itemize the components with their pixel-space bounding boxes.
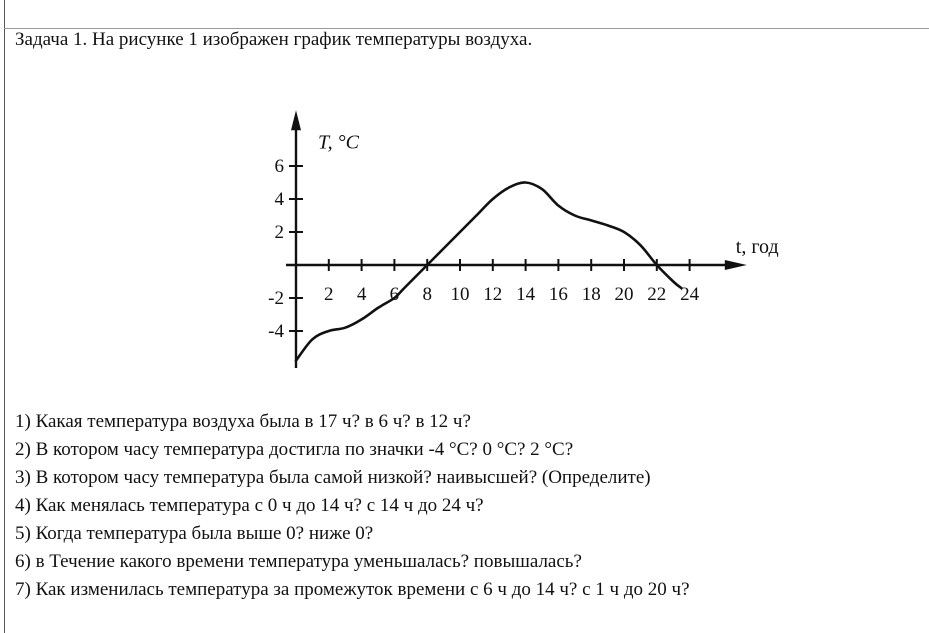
x-tick-label-12: 12 — [483, 284, 503, 305]
task-title: Задача 1. На рисунке 1 изображен график температуры воздуха. — [15, 29, 533, 50]
x-tick-label-24: 24 — [680, 284, 700, 305]
question-5: 5) Когда температура была выше 0? ниже 0? — [15, 523, 374, 544]
x-tick-label-14: 14 — [516, 284, 536, 305]
y-tick-label--4: -4 — [268, 321, 284, 342]
x-axis-label: t, год — [735, 236, 779, 258]
chart-ticks — [289, 166, 690, 331]
y-tick-label-2: 2 — [274, 222, 284, 243]
chart-tick-labels — [268, 156, 699, 342]
question-3: 3) В котором часу температура была самой низкой? наивысшей? (Определите) — [15, 467, 651, 488]
y-axis-label: T, °C — [318, 131, 359, 154]
x-axis-arrow — [725, 260, 747, 270]
question-4: 4) Как менялась температура с 0 ч до 14 ч? с 14 ч до 24 ч? — [15, 495, 484, 516]
x-tick-label-16: 16 — [548, 284, 568, 305]
x-tick-label-6: 6 — [389, 284, 400, 305]
y-tick-label--2: -2 — [268, 288, 284, 309]
question-2: 2) В котором часу температура достигла по значки -4 °С? 0 °С? 2 °С? — [15, 439, 574, 460]
x-tick-label-20: 20 — [614, 284, 634, 305]
x-tick-label-2: 2 — [324, 284, 334, 305]
y-tick-label-6: 6 — [274, 156, 284, 177]
question-list — [15, 408, 690, 604]
y-tick-label-4: 4 — [274, 189, 284, 210]
x-tick-label-4: 4 — [356, 284, 367, 305]
x-tick-label-18: 18 — [581, 284, 601, 305]
y-axis-arrow — [291, 110, 301, 130]
x-tick-label-8: 8 — [422, 284, 432, 305]
question-6: 6) в Течение какого времени температура уменьшалась? повышалась? — [15, 551, 582, 572]
question-7: 7) Как изменилась температура за промежуток времени с 6 ч до 14 ч? с 1 ч до 20 ч? — [15, 579, 690, 600]
x-tick-label-22: 22 — [647, 284, 667, 305]
temperature-curve — [296, 182, 681, 360]
question-1: 1) Какая температура воздуха была в 17 ч? в 6 ч? в 12 ч? — [15, 411, 471, 432]
x-tick-label-10: 10 — [450, 284, 470, 305]
